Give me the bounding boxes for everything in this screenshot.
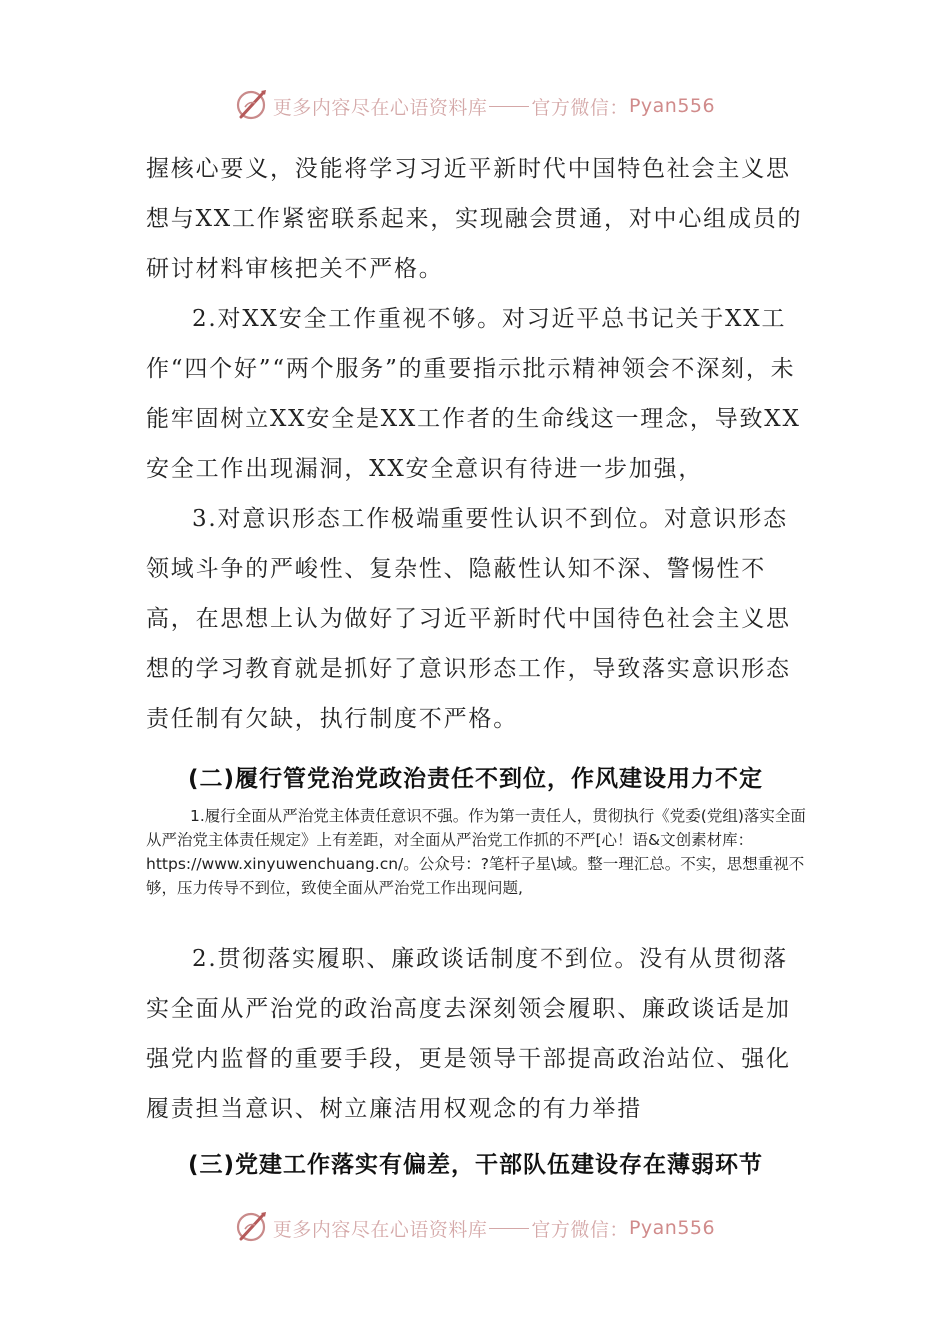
watermark-brand: 更多内容尽在心语资料库 [272,1218,488,1241]
watermark-separator [489,106,529,107]
watermark-brand: 更多内容尽在心语资料库 [272,96,488,119]
watermark-label: 官方微信： [531,96,629,119]
pen-in-circle-logo [235,1209,269,1243]
paragraph-item-2: 2.对XX安全工作重视不够。对习近平总书记关于XX工作“四个好”“两个服务”的重要指示批示精神领会不深刻，未能牢固树立XX安全是XX工作者的生命线这一理念，导致XX安全工作出现漏洞，XX安全意识有待进一步加强， [146,306,801,482]
watermark-separator [489,1228,529,1229]
paragraph-item-3: 3.对意识形态工作极端重要性认识不到位。对意识形态领域斗争的严峻性、复杂性、隐蔽性认知不深、警惕性不高，在思想上认为做好了习近平新时代中国待色社会主义思想的学习教育就是抓好了意识形态工作，导致落实意识形态责任制有欠缺，执行制度不严格。 [146,506,791,732]
watermark-label: 官方微信： [531,1218,629,1241]
pen-in-circle-logo [235,87,269,121]
section-heading-2: (二)履行管党治党政治责任不到位，作风建设用力不定 [188,766,764,792]
paragraph-continued: 握核心要义，没能将学习习近平新时代中国特色社会主义思想与XX工作紧密联系起来，实现融会贯通，对中心组成员的研讨材料审核把关不严格。 [146,156,803,282]
paragraph-item-2b: 2.贯彻落实履职、廉政谈话制度不到位。没有从贯彻落实全面从严治党的政治高度去深刻领会履职、廉政谈话是加强党内监督的重要手段，更是领导干部提高政治站位、强化履责担当意识、树立廉洁用权观念的有力举措 [146,946,791,1122]
footer-watermark [0,1206,950,1250]
paragraph-block-2 [146,934,806,1134]
watermark-account: Pyan556 [628,95,716,117]
header-watermark [0,84,950,128]
paragraph-small-item-1: 1.履行全面从严治党主体责任意识不强。作为第一责任人，贯彻执行《党委(党组)落实全面从严治党主体责任规定》上有差距，对全面从严治党工作抓的不严[心！语&文创素材库：https://www.xinyuwenchuang.cn/。公众号：?笔杆子星\域。整一理汇总。不实，思想重视不够，压力传导不到位，致使全面从严治党工作出现问题, [146,807,806,897]
watermark-account: Pyan556 [628,1217,716,1239]
paragraph-block-1 [146,144,806,744]
section-heading-3: (三)党建工作落实有偏差，干部队伍建设存在薄弱环节 [188,1152,764,1178]
